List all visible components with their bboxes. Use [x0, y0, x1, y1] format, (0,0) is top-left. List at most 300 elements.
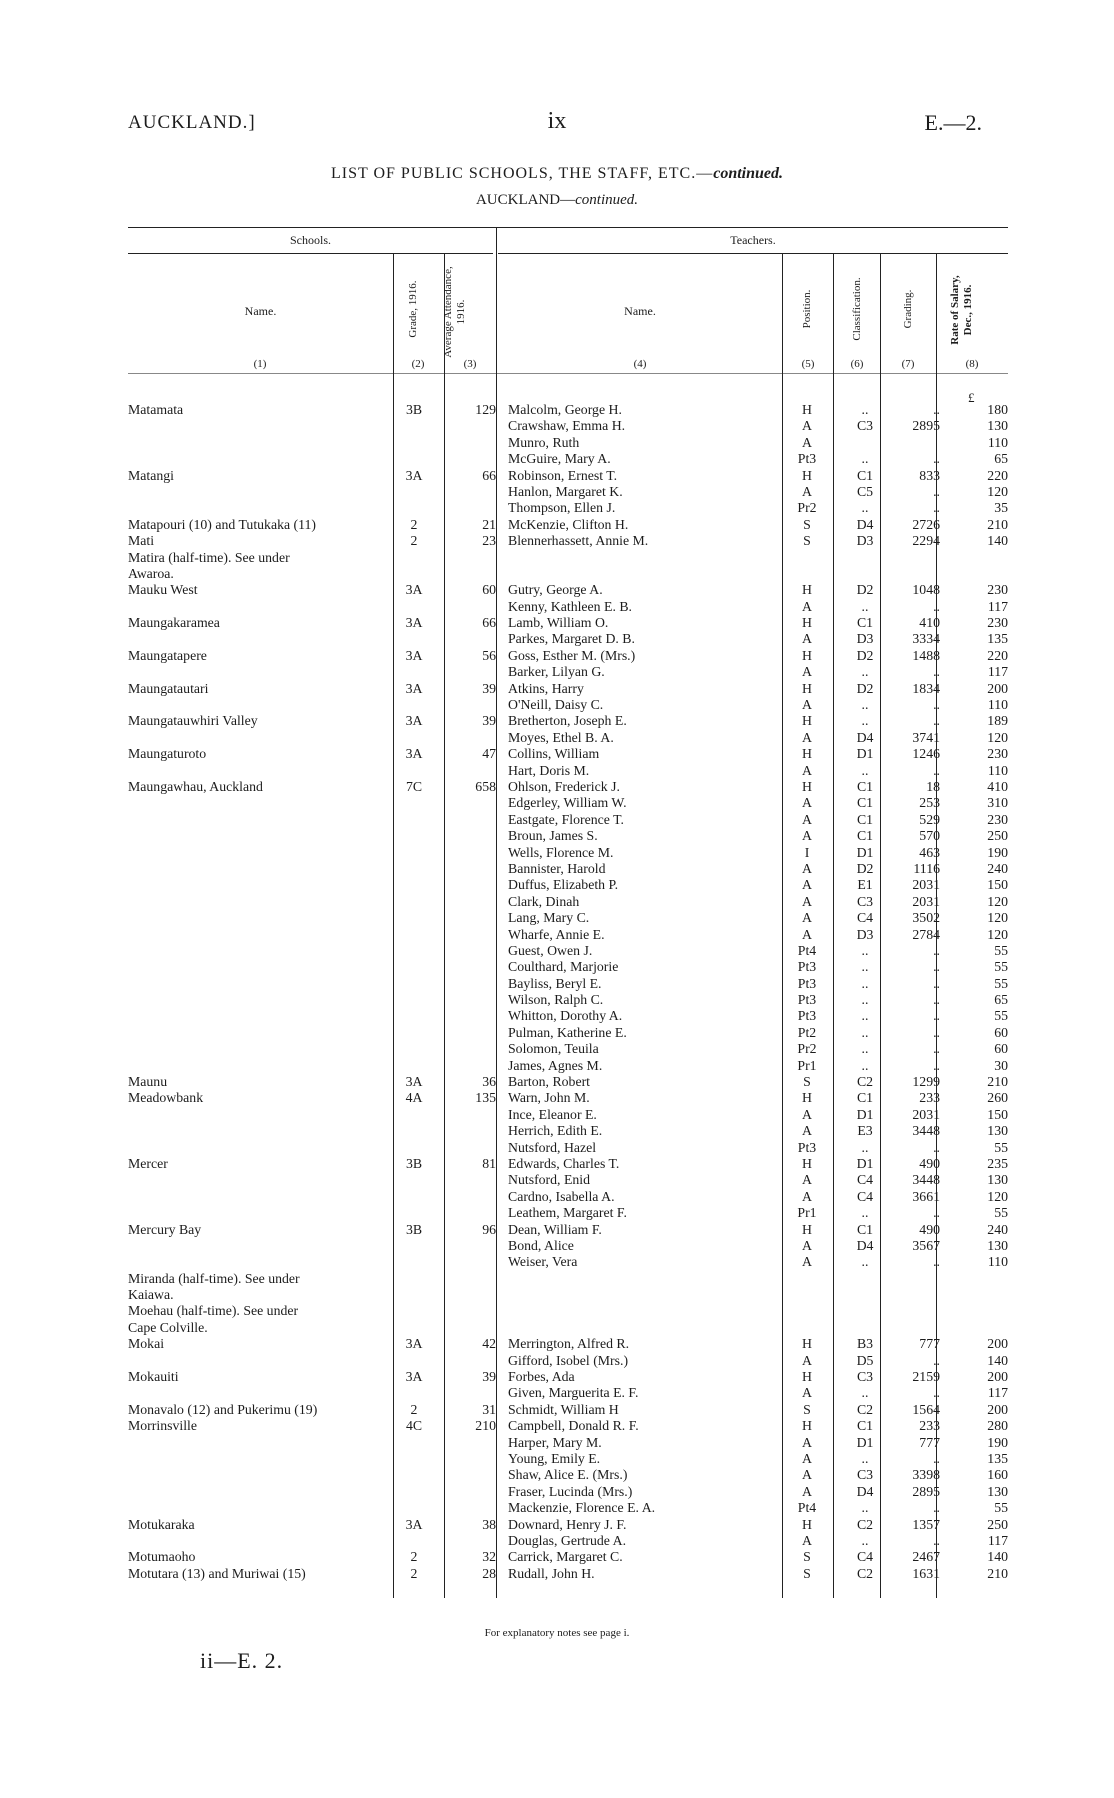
teacher-salary: 60	[994, 1024, 1008, 1040]
table-row	[0, 1058, 1114, 1074]
teacher-classification: C4	[856, 910, 874, 926]
teacher-name: Leathem, Margaret F.	[508, 1205, 627, 1221]
teacher-name: Wells, Florence M.	[508, 844, 614, 860]
teacher-position: H	[802, 582, 812, 598]
teacher-position: S	[803, 1074, 811, 1090]
teacher-position: H	[802, 713, 812, 729]
average-attendance: 32	[482, 1549, 496, 1565]
table-row	[0, 1336, 1114, 1352]
teacher-position: A	[802, 1451, 812, 1466]
teacher-classification: ..	[861, 697, 869, 713]
table-row	[0, 451, 1114, 467]
average-attendance: 210	[475, 1418, 496, 1434]
school-name: Awaroa.	[128, 565, 174, 581]
teacher-position: A	[802, 1237, 812, 1253]
teacher-classification: C2	[856, 1516, 874, 1532]
table-row	[0, 1517, 1114, 1533]
school-name: Kaiawa.	[128, 1287, 174, 1303]
teacher-classification: C1	[856, 467, 874, 483]
teacher-grading: 2467	[912, 1549, 940, 1565]
school-name: Morrinsville	[128, 1418, 197, 1434]
teacher-grading: 1299	[912, 1074, 940, 1090]
teacher-salary: 55	[994, 1139, 1008, 1155]
teacher-classification: D1	[856, 1106, 874, 1122]
teacher-salary: 130	[987, 1123, 1008, 1139]
teacher-position: A	[802, 1385, 812, 1401]
table-row	[0, 1254, 1114, 1270]
school-name: Motumaoho	[128, 1549, 196, 1565]
average-attendance: 39	[482, 713, 496, 729]
teacher-salary: 230	[987, 582, 1008, 598]
school-name: Miranda (half-time). See under	[128, 1270, 300, 1286]
teacher-position: S	[803, 1565, 811, 1581]
teacher-grading: 2031	[912, 877, 940, 893]
teacher-name: Edgerley, William W.	[508, 795, 627, 811]
school-grade: 3A	[405, 582, 423, 598]
teacher-classification: C4	[856, 1549, 874, 1565]
teacher-grading: 570	[919, 828, 940, 844]
teacher-salary: 120	[987, 926, 1008, 942]
teacher-classification: D2	[856, 582, 874, 598]
average-attendance: 28	[482, 1565, 496, 1581]
teacher-salary: 130	[987, 1237, 1008, 1253]
teacher-salary: 150	[987, 877, 1008, 893]
teacher-salary: 220	[987, 467, 1008, 483]
table-row	[0, 992, 1114, 1008]
teacher-classification: ..	[861, 762, 869, 778]
col-number-6: (6)	[850, 358, 864, 370]
teacher-grading: 3448	[912, 1172, 940, 1188]
teacher-grading: ..	[933, 1024, 940, 1040]
teacher-name: Given, Marguerita E. F.	[508, 1385, 639, 1401]
teacher-name: Kenny, Kathleen E. B.	[508, 598, 633, 614]
teacher-classification: ..	[861, 1041, 869, 1057]
teacher-grading: 3448	[912, 1123, 940, 1139]
col-heading-classification: Classification.	[851, 277, 863, 341]
table-row	[0, 976, 1114, 992]
teacher-grading: ..	[933, 500, 940, 516]
teacher-position: A	[802, 598, 812, 614]
teacher-classification: ..	[861, 713, 869, 729]
teacher-salary: 200	[987, 1369, 1008, 1385]
teacher-salary: 189	[987, 713, 1008, 729]
table-row	[0, 697, 1114, 713]
teacher-position: S	[803, 533, 811, 549]
school-name: Matira (half-time). See under	[128, 549, 290, 565]
teacher-classification: D4	[856, 729, 874, 745]
table-header-bottom-rule	[128, 373, 1008, 374]
table-row	[0, 484, 1114, 500]
teacher-grading: 2726	[912, 516, 940, 532]
average-attendance: 66	[482, 615, 496, 631]
teacher-position: I	[804, 844, 810, 860]
teacher-grading: 529	[919, 811, 940, 827]
teacher-salary: 200	[987, 1336, 1008, 1352]
teacher-salary: 55	[994, 975, 1008, 991]
teacher-position: Pt4	[797, 1500, 817, 1516]
average-attendance: 39	[482, 680, 496, 696]
school-name: Moehau (half-time). See under	[128, 1303, 299, 1319]
table-row	[0, 566, 1114, 582]
teacher-grading: 1564	[912, 1401, 940, 1417]
teacher-position: H	[802, 746, 812, 762]
teacher-salary: 120	[987, 910, 1008, 926]
average-attendance: 56	[482, 647, 496, 663]
teacher-position: H	[802, 1418, 812, 1434]
teacher-name: Thompson, Ellen J.	[508, 500, 616, 516]
teacher-salary: 140	[987, 1549, 1008, 1565]
teacher-name: Edwards, Charles T.	[508, 1155, 620, 1171]
table-row	[0, 1303, 1114, 1319]
teacher-classification: C5	[856, 483, 874, 499]
teacher-classification: C3	[856, 1369, 874, 1385]
average-attendance: 129	[475, 402, 496, 417]
average-attendance: 39	[482, 1369, 496, 1385]
teacher-position: A	[802, 664, 812, 680]
teacher-position: A	[802, 893, 812, 909]
page-subtitle	[0, 192, 1114, 209]
teacher-salary: 60	[994, 1041, 1008, 1057]
table-row	[0, 927, 1114, 943]
teacher-name: Bond, Alice	[508, 1237, 574, 1253]
teacher-name: Crawshaw, Emma H.	[508, 418, 626, 434]
teacher-salary: 120	[987, 729, 1008, 745]
table-row	[0, 664, 1114, 680]
table-row	[0, 910, 1114, 926]
teacher-position: A	[802, 877, 812, 893]
table-row	[0, 894, 1114, 910]
teacher-name: Lang, Mary C.	[508, 910, 590, 926]
table-row	[0, 1238, 1114, 1254]
teacher-classification: ..	[861, 1139, 869, 1155]
teacher-grading: ..	[933, 762, 940, 778]
teacher-grading: 233	[919, 1090, 940, 1106]
table-row	[0, 1140, 1114, 1156]
teacher-grading: 777	[919, 1336, 940, 1352]
teacher-grading: ..	[933, 1451, 940, 1466]
teacher-classification: ..	[861, 402, 869, 417]
teacher-name: Solomon, Teuila	[508, 1041, 599, 1057]
table-row	[0, 1025, 1114, 1041]
teacher-name: Blennerhassett, Annie M.	[508, 533, 649, 549]
running-head-left: AUCKLAND.]	[128, 112, 256, 133]
teacher-position: H	[802, 1336, 812, 1352]
table-row	[0, 861, 1114, 877]
school-name: Meadowbank	[128, 1090, 204, 1106]
teacher-name: Eastgate, Florence T.	[508, 811, 624, 827]
teacher-grading: 1048	[912, 582, 940, 598]
teacher-salary: 117	[987, 1532, 1008, 1548]
average-attendance: 36	[482, 1074, 496, 1090]
teacher-position: A	[802, 1352, 812, 1368]
teacher-grading: 2294	[912, 533, 940, 549]
teacher-position: H	[802, 402, 812, 417]
group-heading-teachers: Teachers.	[730, 233, 776, 247]
teacher-classification: D1	[856, 844, 874, 860]
teacher-salary: 410	[987, 778, 1008, 794]
teacher-grading: ..	[933, 1008, 940, 1024]
table-row	[0, 713, 1114, 729]
school-grade: 7C	[405, 778, 423, 794]
currency-symbol: £	[968, 390, 975, 405]
table-row	[0, 435, 1114, 451]
teacher-salary: 117	[987, 1385, 1008, 1401]
teacher-name: Barton, Robert	[508, 1074, 590, 1090]
teacher-name: Guest, Owen J.	[508, 942, 593, 958]
school-name: Maungatapere	[128, 647, 207, 663]
school-grade: 2	[410, 516, 418, 532]
teacher-classification: ..	[861, 1008, 869, 1024]
teacher-salary: 110	[987, 697, 1008, 713]
teacher-position: H	[802, 467, 812, 483]
table-row	[0, 631, 1114, 647]
teacher-grading: 1246	[912, 746, 940, 762]
teacher-name: Young, Emily E.	[508, 1451, 601, 1466]
page-number: ix	[547, 108, 567, 134]
teacher-name: Ince, Eleanor E.	[508, 1106, 597, 1122]
teacher-salary: 35	[994, 500, 1008, 516]
teacher-grading: 490	[919, 1155, 940, 1171]
average-attendance: 21	[482, 516, 496, 532]
school-name: Mati	[128, 533, 155, 549]
table-row	[0, 779, 1114, 795]
table-row	[0, 1205, 1114, 1221]
school-grade: 4C	[405, 1418, 423, 1434]
table-row	[0, 1451, 1114, 1467]
teacher-salary: 110	[987, 762, 1008, 778]
school-grade: 3B	[405, 402, 423, 417]
table-row	[0, 943, 1114, 959]
col-number-8: (8)	[965, 358, 979, 370]
teacher-grading: 3567	[912, 1237, 940, 1253]
school-grade: 2	[410, 1549, 418, 1565]
teacher-name: Nutsford, Enid	[508, 1172, 591, 1188]
col-heading-teacher-name: Name.	[624, 304, 656, 318]
teacher-classification: C1	[856, 1418, 874, 1434]
teacher-classification: D5	[856, 1352, 874, 1368]
teacher-position: A	[802, 1106, 812, 1122]
teacher-grading: 3741	[912, 729, 940, 745]
teacher-grading: ..	[933, 1041, 940, 1057]
teacher-position: A	[802, 811, 812, 827]
teacher-name: McKenzie, Clifton H.	[508, 516, 629, 532]
school-name: Monavalo (12) and Pukerimu (19)	[128, 1401, 318, 1417]
col-heading-position: Position.	[801, 289, 813, 329]
teacher-salary: 160	[987, 1467, 1008, 1483]
school-name: Cape Colville.	[128, 1319, 208, 1335]
school-name: Matamata	[128, 402, 184, 417]
table-body	[0, 402, 1114, 1582]
subtitle-continued: continued.	[575, 192, 639, 208]
table-row	[0, 648, 1114, 664]
teacher-classification: ..	[861, 664, 869, 680]
teacher-grading: 18	[926, 778, 940, 794]
table-row	[0, 468, 1114, 484]
teacher-position: Pr2	[797, 1041, 817, 1057]
teacher-position: A	[802, 434, 812, 450]
table-row	[0, 418, 1114, 434]
teacher-salary: 260	[987, 1090, 1008, 1106]
teacher-name: Atkins, Harry	[508, 680, 584, 696]
teacher-position: A	[802, 910, 812, 926]
teacher-position: H	[802, 1090, 812, 1106]
teacher-classification: C1	[856, 615, 874, 631]
teacher-grading: 2895	[912, 418, 940, 434]
teacher-name: Hanlon, Margaret K.	[508, 483, 623, 499]
teacher-position: A	[802, 926, 812, 942]
teacher-name: Ohlson, Frederick J.	[508, 778, 620, 794]
teacher-name: Gutry, George A.	[508, 582, 603, 598]
teacher-classification: D3	[856, 631, 874, 647]
teacher-grading: 1357	[912, 1516, 940, 1532]
teacher-position: S	[803, 516, 811, 532]
teacher-classification: D1	[856, 1434, 874, 1450]
teacher-classification: C3	[856, 418, 874, 434]
footnote: For explanatory notes see page i.	[484, 1627, 630, 1639]
teacher-name: Weiser, Vera	[508, 1254, 578, 1270]
teacher-salary: 240	[987, 860, 1008, 876]
teacher-name: Hart, Doris M.	[508, 762, 590, 778]
teacher-salary: 55	[994, 942, 1008, 958]
teacher-position: A	[802, 483, 812, 499]
school-grade: 3A	[405, 1336, 423, 1352]
teacher-grading: ..	[933, 942, 940, 958]
school-grade: 3A	[405, 713, 423, 729]
school-name: Matangi	[128, 467, 174, 483]
school-grade: 4A	[405, 1090, 423, 1106]
teacher-position: Pt3	[797, 451, 817, 467]
school-grade: 3A	[405, 615, 423, 631]
col-heading-school-name: Name.	[244, 304, 277, 318]
page-signature: ii—E. 2.	[200, 1648, 284, 1673]
teacher-grading: ..	[933, 451, 940, 467]
teacher-classification: ..	[861, 959, 869, 975]
table-row	[0, 1172, 1114, 1188]
teacher-position: A	[802, 795, 812, 811]
teacher-salary: 130	[987, 418, 1008, 434]
teacher-name: Downard, Henry J. F.	[508, 1516, 627, 1532]
teacher-position: Pt3	[797, 975, 817, 991]
col-heading-salary: Rate of Salary, Dec., 1916.	[949, 275, 974, 345]
teacher-salary: 220	[987, 647, 1008, 663]
table-row	[0, 615, 1114, 631]
table-row	[0, 1533, 1114, 1549]
teacher-grading: ..	[933, 713, 940, 729]
table-row	[0, 1287, 1114, 1303]
teacher-name: Wharfe, Annie E.	[508, 926, 605, 942]
teacher-classification: C3	[856, 1467, 874, 1483]
teacher-salary: 190	[987, 844, 1008, 860]
teacher-classification: ..	[861, 500, 869, 516]
school-name: Maungawhau, Auckland	[128, 778, 263, 794]
table-row	[0, 681, 1114, 697]
teacher-salary: 30	[994, 1057, 1008, 1073]
table-row	[0, 746, 1114, 762]
teacher-grading: 2031	[912, 893, 940, 909]
table-row	[0, 1435, 1114, 1451]
teacher-name: Munro, Ruth	[508, 434, 580, 450]
table-row	[0, 1189, 1114, 1205]
teacher-grading: 3661	[912, 1188, 940, 1204]
col-heading-grade: Grade, 1916.	[407, 280, 419, 338]
table-row	[0, 599, 1114, 615]
school-grade: 2	[410, 533, 418, 549]
teacher-salary: 250	[987, 1516, 1008, 1532]
teacher-name: Moyes, Ethel B. A.	[508, 729, 614, 745]
teacher-name: Fraser, Lucinda (Mrs.)	[508, 1483, 633, 1499]
teacher-position: A	[802, 1483, 812, 1499]
teacher-name: Bretherton, Joseph E.	[508, 713, 627, 729]
title-main: LIST OF PUBLIC SCHOOLS, THE STAFF, ETC.—	[330, 165, 714, 182]
teacher-classification: C1	[856, 828, 874, 844]
teacher-grading: ..	[933, 598, 940, 614]
teacher-name: Coulthard, Marjorie	[508, 959, 619, 975]
teacher-salary: 117	[987, 598, 1008, 614]
school-grade: 2	[410, 1565, 418, 1581]
teacher-grading: ..	[933, 483, 940, 499]
teacher-classification: C1	[856, 1221, 874, 1237]
teacher-position: A	[802, 828, 812, 844]
teacher-grading: ..	[933, 1205, 940, 1221]
teacher-position: H	[802, 647, 812, 663]
teacher-classification: B3	[856, 1336, 874, 1352]
table-row	[0, 795, 1114, 811]
teacher-grading: ..	[933, 664, 940, 680]
teacher-classification: C2	[856, 1401, 874, 1417]
school-grade: 3A	[405, 1516, 423, 1532]
col-number-2: (2)	[411, 358, 425, 370]
teacher-name: Lamb, William O.	[508, 615, 609, 631]
teacher-grading: ..	[933, 959, 940, 975]
teacher-name: Malcolm, George H.	[508, 402, 622, 417]
teacher-classification: C2	[856, 1565, 874, 1581]
teacher-classification: C4	[856, 1188, 874, 1204]
table-row	[0, 1008, 1114, 1024]
teacher-classification: D2	[856, 680, 874, 696]
school-grade: 3B	[405, 1221, 423, 1237]
teacher-grading: 253	[919, 795, 940, 811]
teacher-classification: D2	[856, 860, 874, 876]
table-row	[0, 533, 1114, 549]
average-attendance: 66	[482, 467, 496, 483]
teacher-position: Pr1	[797, 1057, 817, 1073]
teacher-salary: 140	[987, 1352, 1008, 1368]
school-grade: 3A	[405, 680, 423, 696]
table-row	[0, 1353, 1114, 1369]
teacher-position: Pr1	[797, 1205, 817, 1221]
col-number-1: (1)	[253, 358, 267, 370]
teacher-grading: 3334	[912, 631, 940, 647]
table-row	[0, 730, 1114, 746]
average-attendance: 658	[475, 778, 496, 794]
group-heading-schools: Schools.	[289, 233, 331, 247]
teacher-classification: D1	[856, 746, 874, 762]
school-name: Motutara (13) and Muriwai (15)	[128, 1565, 306, 1581]
teacher-name: Parkes, Margaret D. B.	[508, 631, 635, 647]
col-heading-attendance: Average Attendance, 1916.	[442, 266, 467, 358]
teacher-grading: 777	[919, 1434, 940, 1450]
teacher-salary: 210	[987, 1074, 1008, 1090]
school-name: Matapouri (10) and Tutukaka (11)	[128, 516, 317, 532]
teacher-classification: C4	[856, 1172, 874, 1188]
running-head-right: E.—2.	[924, 110, 982, 135]
teacher-position: S	[803, 1549, 811, 1565]
teacher-classification: ..	[861, 1254, 869, 1270]
teacher-name: Goss, Esther M. (Mrs.)	[508, 647, 636, 663]
teacher-salary: 150	[987, 1106, 1008, 1122]
teacher-position: Pt3	[797, 959, 817, 975]
teacher-classification: E1	[857, 877, 873, 893]
